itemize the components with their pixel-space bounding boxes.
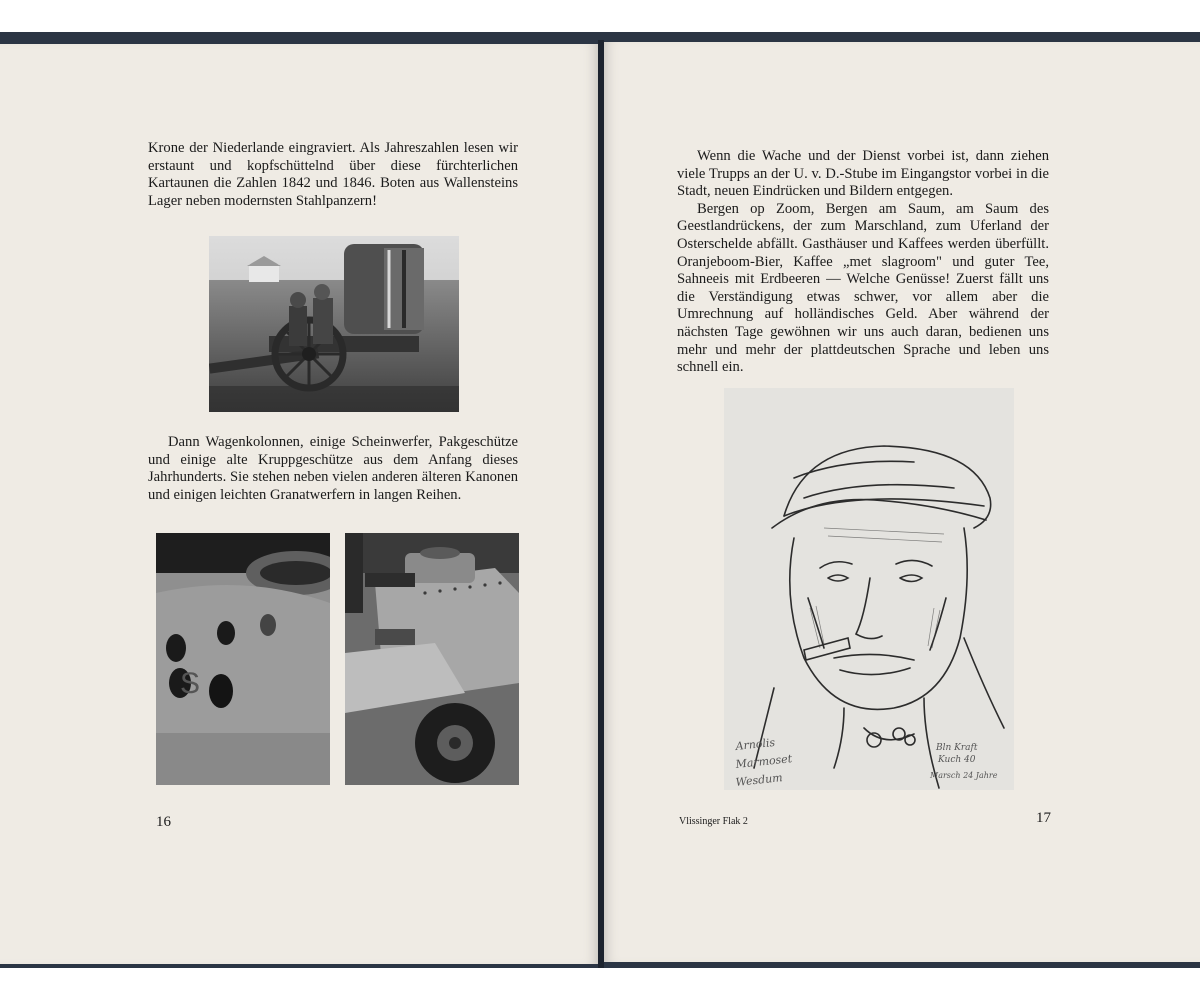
photo-armored-car bbox=[345, 533, 519, 785]
left-page-number: 16 bbox=[156, 814, 171, 830]
photo-soldiers-on-cannon-image bbox=[209, 236, 459, 412]
portrait-sketch-image bbox=[724, 388, 1014, 790]
signature-mark: Vlissinger Flak 2 bbox=[679, 816, 748, 827]
photo-damaged-armor bbox=[156, 533, 330, 785]
svg-text:Bln Kraft: Bln Kraft bbox=[936, 743, 978, 753]
photo-soldiers-on-cannon bbox=[209, 236, 459, 412]
svg-text:Arnolis: Arnolis bbox=[734, 735, 776, 753]
photo-damaged-armor-image bbox=[156, 533, 330, 785]
photo-armored-car-image bbox=[345, 533, 519, 785]
svg-text:Kuch 40: Kuch 40 bbox=[938, 755, 976, 765]
left-paragraph-1-text: Krone der Niederlande eingraviert. Als Jahreszahlen lesen wir erstaunt und kopfschüttelnd über diese fürchterlichen Kartaunen die Zahlen 1842 und 1846. Boten aus Wallensteins Lager neben modernsten Stahlpanzern! bbox=[148, 140, 518, 209]
portrait-sketch bbox=[724, 388, 1014, 790]
left-paragraph-2-text: Dann Wagenkolonnen, einige Scheinwerfer, Pakgeschütze und einige alte Kruppgeschütze aus dem Anfang dieses Jahrhunderts. Sie stehen neben vielen anderen älteren Kanonen und einigen leichten Granatwerfern in langen Reihen. bbox=[148, 434, 518, 503]
right-page-number: 17 bbox=[1036, 810, 1051, 826]
left-paragraph-2 bbox=[148, 434, 518, 504]
right-page bbox=[604, 42, 1200, 962]
svg-text:S: S bbox=[180, 667, 201, 700]
left-page bbox=[0, 44, 598, 964]
right-paragraph-2-text: Bergen op Zoom, Bergen am Saum, am Saum des Geestlandrückens, der zum Marschland, zum Uferland der Osterschelde abfällt. Gasthäuser und Kaffees werden überfüllt. Oranjeboom-Bier, Kaffee „met slagroom" und guter Tee, Sahneeis mit Erdbeeren — Welche Genüsse! Zuerst fällt uns die Verständigung etwas schwer, vor allem aber die Umrechnung auf holländisches Geld. Aber während der nächsten Tage gewöhnen wir uns auch daran, bedienen uns mehr und mehr der plattdeutschen Sprache und leben uns schnell ein. bbox=[677, 200, 1049, 376]
svg-text:Wesdum: Wesdum bbox=[734, 771, 784, 789]
right-text-block bbox=[677, 148, 1049, 377]
svg-text:Marsch 24 Jahre: Marsch 24 Jahre bbox=[930, 771, 998, 780]
right-paragraph-1-text: Wenn die Wache und der Dienst vorbei ist, dann ziehen viele Trupps an der U. v. D.-Stube im Eingangstor vorbei in die Stadt, neuen Eindrücken und Bildern entgegen. bbox=[677, 148, 1049, 200]
left-paragraph-1 bbox=[148, 140, 518, 210]
svg-text:Marmoset: Marmoset bbox=[734, 752, 793, 771]
